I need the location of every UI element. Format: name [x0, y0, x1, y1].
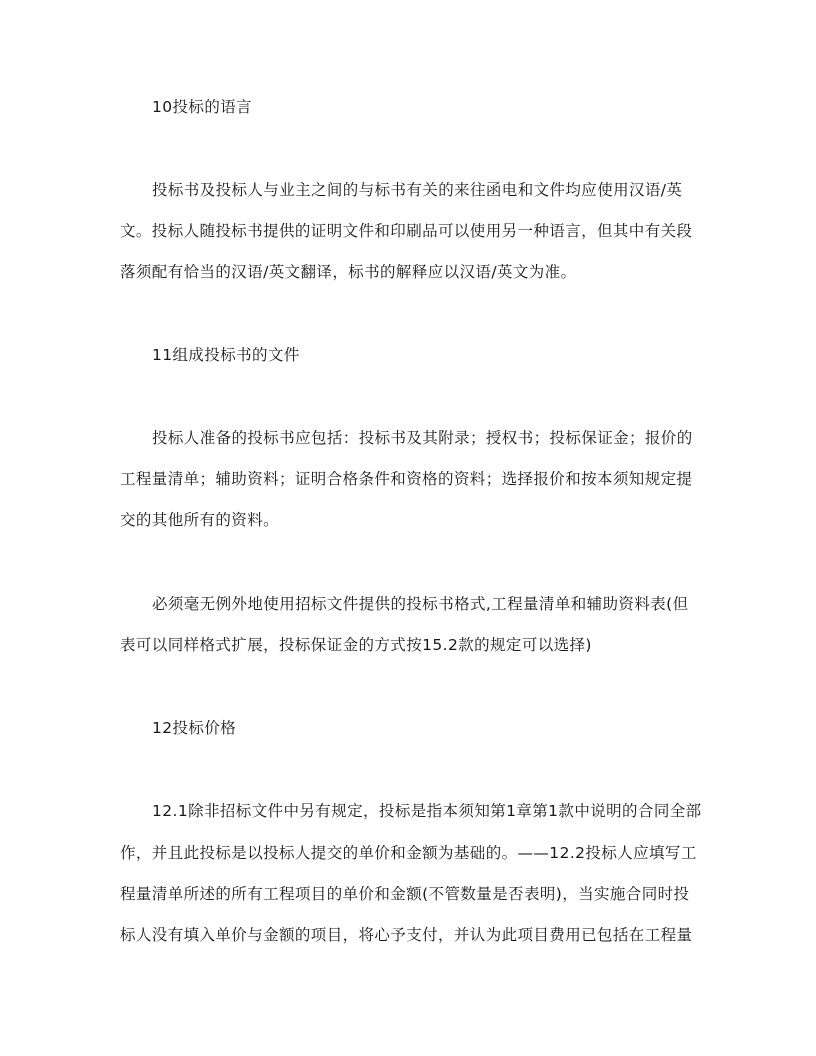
section-heading-10: 10投标的语言 [152, 98, 253, 116]
paragraph-line: 工程量清单；辅助资料；证明合格条件和资格的资料；选择报价和按本须知规定提 [120, 470, 693, 488]
paragraph-line: 12.1除非招标文件中另有规定，投标是指本须知第1章第1款中说明的合同全部 [152, 802, 702, 820]
paragraph-line: 必须毫无例外地使用招标文件提供的投标书格式,工程量清单和辅助资料表(但 [152, 595, 689, 613]
section-heading-11: 11组成投标书的文件 [152, 346, 300, 364]
paragraph-line: 投标书及投标人与业主之间的与标书有关的来往函电和文件均应使用汉语/英 [152, 181, 683, 199]
section-heading-12: 12投标价格 [152, 719, 237, 737]
paragraph-line: 标人没有填入单价与金额的项目，将心予支付，并认为此项目费用已包括在工程量 [120, 926, 693, 944]
paragraph-line: 作，并且此投标是以投标人提交的单价和金额为基础的。——12.2投标人应填写工 [120, 844, 697, 862]
paragraph-line: 落须配有恰当的汉语/英文翻译，标书的解释应以汉语/英文为准。 [120, 263, 577, 281]
paragraph-line: 投标人准备的投标书应包括：投标书及其附录；授权书；投标保证金；报价的 [152, 429, 693, 447]
paragraph-line: 表可以同样格式扩展，投标保证金的方式按15.2款的规定可以选择) [120, 636, 592, 654]
paragraph-line: 程量清单所述的所有工程项目的单价和金额(不管数量是否表明)，当实施合同时投 [120, 885, 690, 903]
paragraph-line: 交的其他所有的资料。 [120, 511, 280, 529]
paragraph-line: 文。投标人随投标书提供的证明文件和印刷品可以使用另一种语言，但其中有关段 [120, 222, 693, 240]
